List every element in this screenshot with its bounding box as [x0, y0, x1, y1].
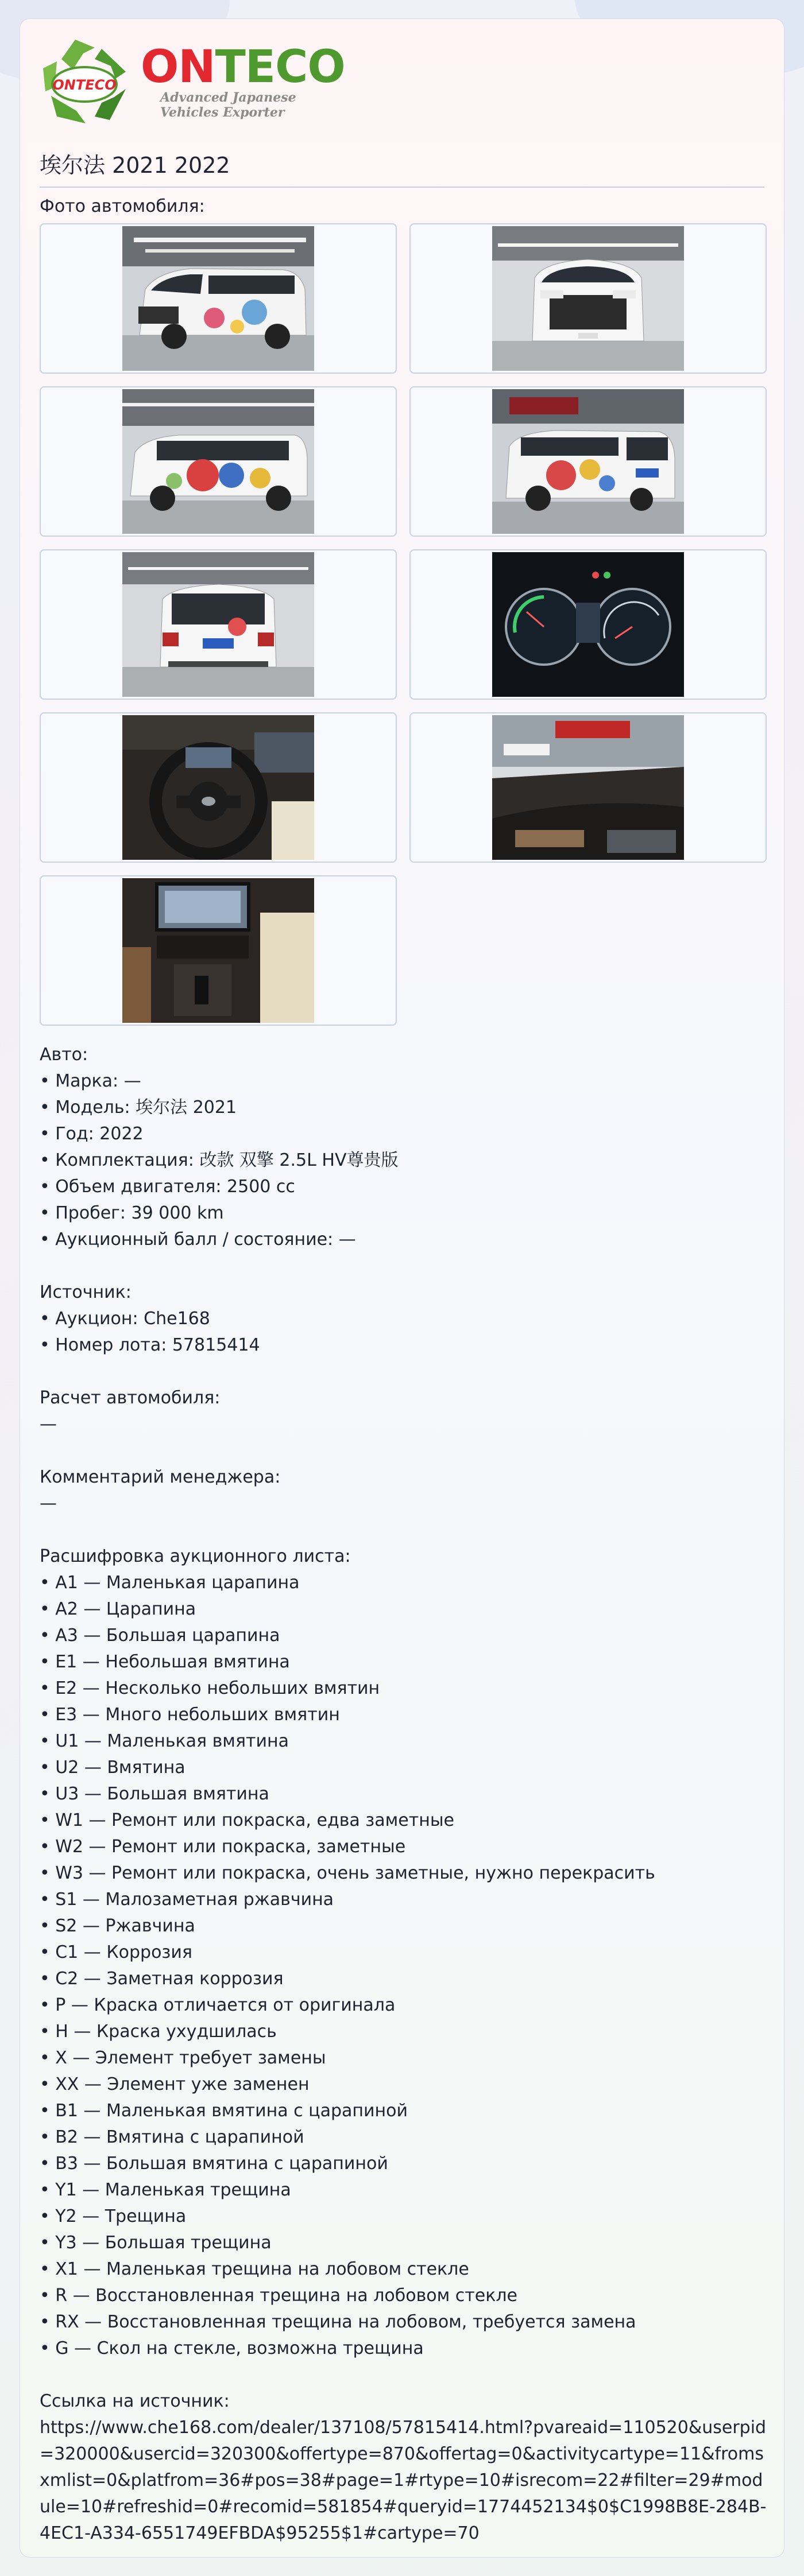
car-photo-rear	[122, 552, 314, 697]
legend-item: • Y1 — Маленькая трещина	[40, 2180, 291, 2200]
legend-item: • H — Краска ухудшилась	[40, 2022, 277, 2042]
car-photo-front	[492, 226, 684, 371]
car-photo-side	[122, 389, 314, 534]
legend-item: • A1 — Маленькая царапина	[40, 1573, 300, 1593]
vehicle-info	[40, 1042, 767, 2547]
legend-item: • A3 — Большая царапина	[40, 1625, 280, 1646]
legend-item: • U1 — Маленькая вмятина	[40, 1731, 289, 1751]
calc-heading: Расчет автомобиля:	[40, 1388, 221, 1408]
legend-item: • S2 — Ржавчина	[40, 1916, 195, 1936]
legend-item: • Y3 — Большая трещина	[40, 2233, 272, 2253]
legend-item: • W3 — Ремонт или покраска, очень заметные, нужно перекрасить	[40, 1863, 655, 1883]
auto-heading: Авто:	[40, 1045, 88, 1065]
legend-item: • A2 — Царапина	[40, 1599, 196, 1619]
recycle-logo-icon	[40, 36, 137, 128]
photo-thumbnail[interactable]	[40, 386, 397, 537]
page-title: 埃尔法 2021 2022	[40, 152, 764, 188]
auto-trim: • Комплектация: 改款 双擎 2.5L HV尊贵版	[40, 1150, 399, 1170]
legend-item: • Y2 — Трещина	[40, 2206, 187, 2226]
source-auction: • Аукцион: Che168	[40, 1309, 210, 1329]
calc-value: —	[40, 1414, 57, 1434]
legend-item: • W2 — Ремонт или покраска, заметные	[40, 1837, 406, 1857]
photo-thumbnail[interactable]	[40, 549, 397, 700]
legend-item: • C1 — Коррозия	[40, 1942, 192, 1962]
legend-item: • B1 — Маленькая вмятина с царапиной	[40, 2101, 408, 2121]
source-heading: Источник:	[40, 1282, 132, 1302]
photo-thumbnail[interactable]	[409, 386, 767, 537]
legend-item: • RX — Восстановленная трещина на лобовом, требуется замена	[40, 2312, 636, 2332]
legend-item: • S1 — Малозаметная ржавчина	[40, 1890, 334, 1910]
source-lot: • Номер лота: 57815414	[40, 1335, 260, 1355]
legend-item: • X1 — Маленькая трещина на лобовом стекле	[40, 2259, 469, 2279]
legend-heading: Расшифровка аукционного листа:	[40, 1546, 351, 1566]
brand-on: ON	[141, 41, 215, 93]
photo-thumbnail[interactable]	[409, 223, 767, 374]
auto-mileage: • Пробег: 39 000 km	[40, 1203, 224, 1223]
photo-thumbnail[interactable]	[409, 712, 767, 863]
car-photo-center-console	[122, 878, 314, 1023]
photo-thumbnail[interactable]	[40, 875, 397, 1026]
legend-item: • E2 — Несколько небольших вмятин	[40, 1678, 380, 1698]
listing-card	[20, 18, 784, 2558]
comment-value: —	[40, 1493, 57, 1514]
auto-score: • Аукционный балл / состояние: —	[40, 1229, 356, 1250]
legend-item: • G — Скол на стекле, возможна трещина	[40, 2338, 424, 2358]
legend-item: • R — Восстановленная трещина на лобовом стекле	[40, 2286, 517, 2306]
logo-text	[141, 41, 345, 120]
brand-name	[141, 41, 345, 93]
photos-label: Фото автомобиля:	[40, 196, 205, 216]
car-photo-instrument-cluster	[492, 552, 684, 697]
car-photo-steering-wheel	[122, 715, 314, 860]
legend-item: • E1 — Небольшая вмятина	[40, 1652, 290, 1672]
photo-thumbnail[interactable]	[40, 223, 397, 374]
source-url-link[interactable]: https://www.che168.com/dealer/137108/57815414.html?pvareaid=110520&userpid=320000&usercid=320300&offertype=870&offertag=0&activitycartype=11&fromsxmlist=0&platfrom=36#pos=38#page=1#rtype=10#isrecom=22#filter=29#module=10#refreshid=0#recomid=581854#queryid=1774452134$0$C1998B8E-284B-4EC1-A334-6551749EFBDA$95255$1#cartype=70	[40, 2418, 767, 2543]
tagline-line-2: Vehicles Exporter	[160, 105, 285, 120]
legend-item: • W1 — Ремонт или покраска, едва заметные	[40, 1810, 454, 1830]
legend-list	[40, 1570, 764, 2362]
link-heading: Ссылка на источник:	[40, 2391, 230, 2411]
auto-model: • Модель: 埃尔法 2021	[40, 1097, 237, 1118]
legend-item: • U2 — Вмятина	[40, 1758, 185, 1778]
car-photo-rear-left	[492, 389, 684, 534]
legend-item: • B2 — Вмятина с царапиной	[40, 2127, 304, 2147]
brand-teco: TECO	[215, 41, 345, 93]
logo-badge-text: ONTECO	[52, 77, 117, 93]
legend-item: • U3 — Большая вмятина	[40, 1784, 269, 1804]
photo-thumbnail[interactable]	[40, 712, 397, 863]
auto-year: • Год: 2022	[40, 1124, 144, 1144]
legend-item: • E3 — Много небольших вмятин	[40, 1705, 340, 1725]
car-photo-dashboard	[492, 715, 684, 860]
comment-heading: Комментарий менеджера:	[40, 1467, 281, 1487]
photo-gallery	[40, 223, 764, 1026]
car-photo-front-left	[122, 226, 314, 371]
legend-item: • B3 — Большая вмятина с царапиной	[40, 2154, 388, 2174]
photo-thumbnail[interactable]	[409, 549, 767, 700]
onteco-logo	[40, 36, 764, 128]
tagline-line-1: Advanced Japanese	[160, 90, 296, 105]
auto-engine: • Объем двигателя: 2500 cc	[40, 1177, 295, 1197]
legend-item: • P — Краска отличается от оригинала	[40, 1995, 396, 2015]
auto-make: • Марка: —	[40, 1071, 141, 1091]
legend-item: • XX — Элемент уже заменен	[40, 2074, 310, 2094]
legend-item: • C2 — Заметная коррозия	[40, 1969, 284, 1989]
legend-item: • X — Элемент требует замены	[40, 2048, 326, 2068]
